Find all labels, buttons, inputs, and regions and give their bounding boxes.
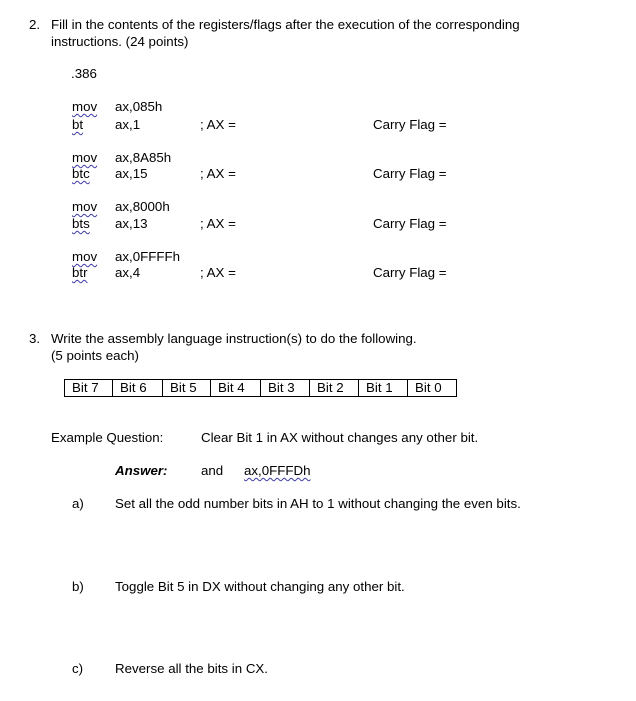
bit-table-row [65, 380, 457, 397]
bit-cell: Bit 5 [163, 380, 211, 397]
answer-label: Answer: [115, 463, 168, 478]
mov-operands: ax,8000h [115, 199, 170, 214]
q2-directive: .386 [71, 66, 97, 81]
mov-mnemonic: mov [72, 199, 98, 214]
ax-label: ; AX = [200, 265, 236, 280]
bit-operands: ax,4 [115, 265, 141, 280]
ax-label: ; AX = [200, 117, 236, 132]
bit-mnemonic: bt [72, 117, 84, 132]
bit-cell: Bit 2 [310, 380, 359, 397]
q3-text-line2: (5 points each) [51, 348, 139, 363]
carry-flag-label: Carry Flag = [373, 166, 447, 181]
item-a-text: Set all the odd number bits in AH to 1 without changing the even bits. [115, 496, 521, 511]
mov-operands: ax,0FFFFh [115, 249, 181, 264]
mov-mnemonic: mov [72, 150, 98, 165]
example-label: Example Question: [51, 430, 164, 445]
example-question: Clear Bit 1 in AX without changes any other bit. [201, 430, 479, 445]
ax-label: ; AX = [200, 166, 236, 181]
item-c-label: c) [72, 661, 84, 676]
bit-cell: Bit 7 [65, 380, 113, 397]
bit-table [64, 379, 457, 397]
bit-cell: Bit 4 [211, 380, 261, 397]
bit-mnemonic: bts [72, 216, 90, 231]
carry-flag-label: Carry Flag = [373, 265, 447, 280]
q3-text-line1: Write the assembly language instruction(s) to do the following. [51, 331, 417, 346]
bit-mnemonic: btr [72, 265, 88, 280]
carry-flag-label: Carry Flag = [373, 216, 447, 231]
mov-mnemonic: mov [72, 99, 98, 114]
bit-mnemonic: btc [72, 166, 90, 181]
bit-cell: Bit 6 [113, 380, 163, 397]
bit-operands: ax,13 [115, 216, 148, 231]
mov-mnemonic: mov [72, 249, 98, 264]
answer-operands: ax,0FFFDh [244, 463, 311, 478]
ax-label: ; AX = [200, 216, 236, 231]
answer-mnemonic: and [201, 463, 224, 478]
bit-cell: Bit 0 [408, 380, 457, 397]
q2-number: 2. [29, 17, 41, 32]
bit-cell: Bit 1 [359, 380, 408, 397]
carry-flag-label: Carry Flag = [373, 117, 447, 132]
q2-text-line1: Fill in the contents of the registers/flags after the execution of the corresponding [51, 17, 520, 32]
item-b-text: Toggle Bit 5 in DX without changing any other bit. [115, 579, 405, 594]
mov-operands: ax,8A85h [115, 150, 172, 165]
item-c-text: Reverse all the bits in CX. [115, 661, 268, 676]
bit-operands: ax,1 [115, 117, 141, 132]
item-a-label: a) [72, 496, 84, 511]
item-b-label: b) [72, 579, 84, 594]
q2-text-line2: instructions. (24 points) [51, 34, 189, 49]
mov-operands: ax,085h [115, 99, 163, 114]
q3-number: 3. [29, 331, 41, 346]
bit-operands: ax,15 [115, 166, 148, 181]
bit-cell: Bit 3 [261, 380, 310, 397]
